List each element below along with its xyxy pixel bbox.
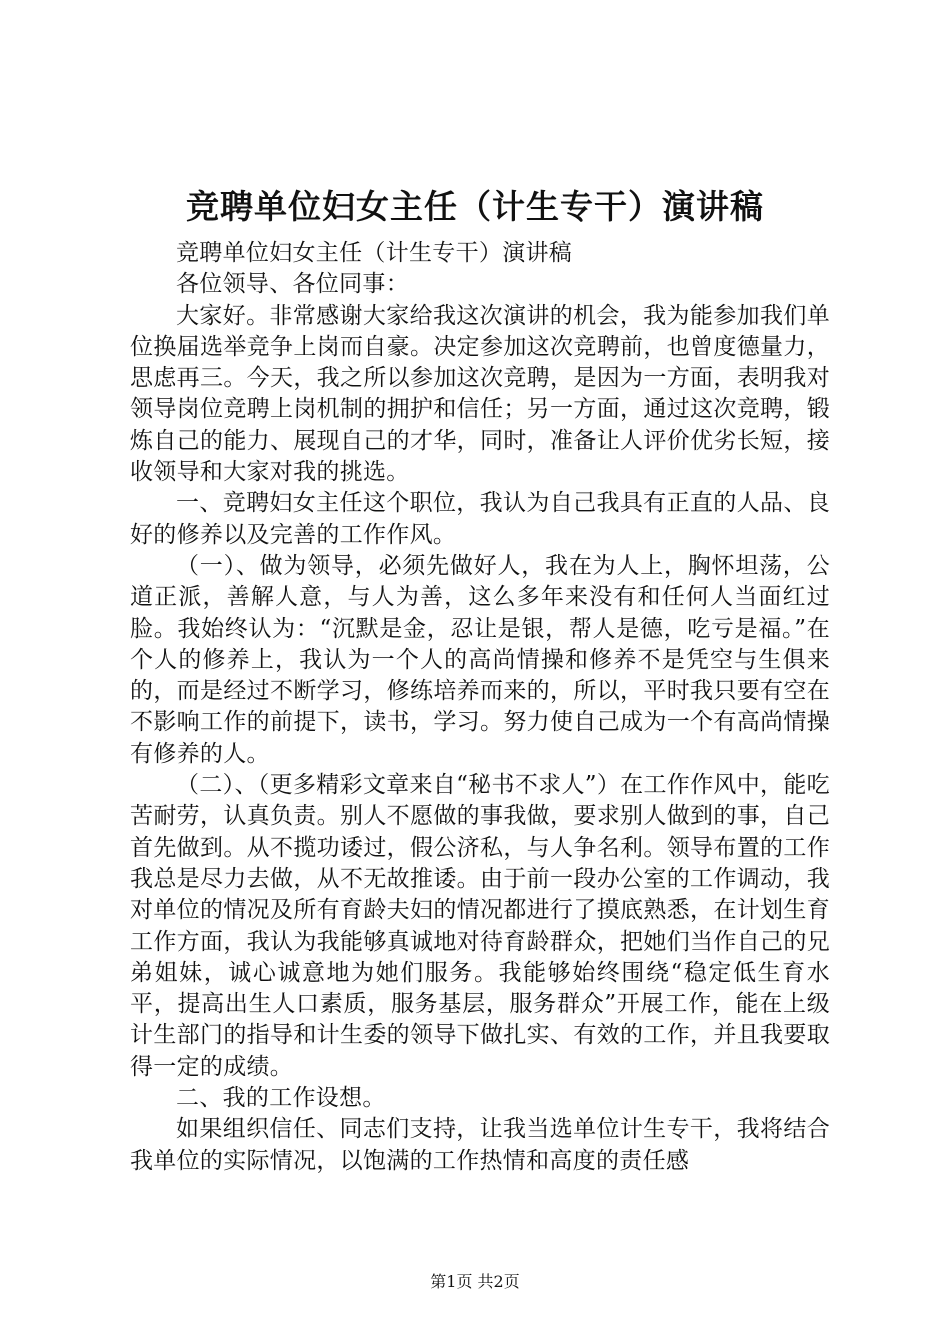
paragraph-salutation: 各位领导、各位同事：: [176, 271, 409, 298]
page-footer: 第1页 共2页: [430, 1272, 520, 1291]
paragraph-work-plan: 如果组织信任、同志们支持，让我当选单位计生专干，我将结合我单位的实际情况，以饱满的工作热情和高度的责任感: [130, 1116, 830, 1174]
paragraph-section-one: 一、竞聘妇女主任这个职位，我认为自己我具有正直的人品、良好的修养以及完善的工作作风。: [130, 490, 830, 548]
paragraph-opening: 大家好。非常感谢大家给我这次演讲的机会，我为能参加我们单位换届选举竞争上岗而自豪。决定参加这次竞聘前，也曾度德量力，思虑再三。今天，我之所以参加这次竞聘，是因为一方面，表明我对领导岗位竞聘上岗机制的拥护和信任；另一方面，通过这次竞聘，锻炼自己的能力、展现自己的才华，同时，准备让人评价优劣长短，接收领导和大家对我的挑选。: [130, 302, 830, 486]
paragraph-subtitle: 竞聘单位妇女主任（计生专干）演讲稿: [176, 240, 573, 266]
document-body: [130, 238, 830, 1177]
paragraph-section-two: 二、我的工作设想。: [176, 1085, 386, 1112]
paragraph-point-one: （一）、做为领导，必须先做好人，我在为人上，胸怀坦荡，公道正派，善解人意，与人为善，这么多年来没有和任何人当面红过脸。我始终认为：“沉默是金，忍让是银，帮人是德，吃亏是福。”在个人的修养上，我认为一个人的高尚情操和修养不是凭空与生俱来的，而是经过不断学习，修练培养而来的，所以，平时我只要有空在不影响工作的前提下，读书，学习。努力使自己成为一个有高尚情操有修养的人。: [130, 552, 830, 767]
document-title: 竞聘单位妇女主任（计生专干）演讲稿: [186, 187, 764, 226]
paragraph-point-two: （二）、（更多精彩文章来自“秘书不求人”）在工作作风中，能吃苦耐劳，认真负责。别人不愿做的事我做，要求别人做到的事，自己首先做到。从不揽功诿过，假公济私，与人争名利。领导布置的工作我总是尽力去做，从不无故推诿。由于前一段办公室的工作调动，我对单位的情况及所有育龄夫妇的情况都进行了摸底熟悉，在计划生育工作方面，我认为我能够真诚地对待育龄群众，把她们当作自己的兄弟姐妹，诚心诚意地为她们服务。我能够始终围绕“稳定低生育水平，提高出生人口素质，服务基层，服务群众”开展工作，能在上级计生部门的指导和计生委的领导下做扎实、有效的工作，并且我要取得一定的成绩。: [130, 772, 830, 1080]
